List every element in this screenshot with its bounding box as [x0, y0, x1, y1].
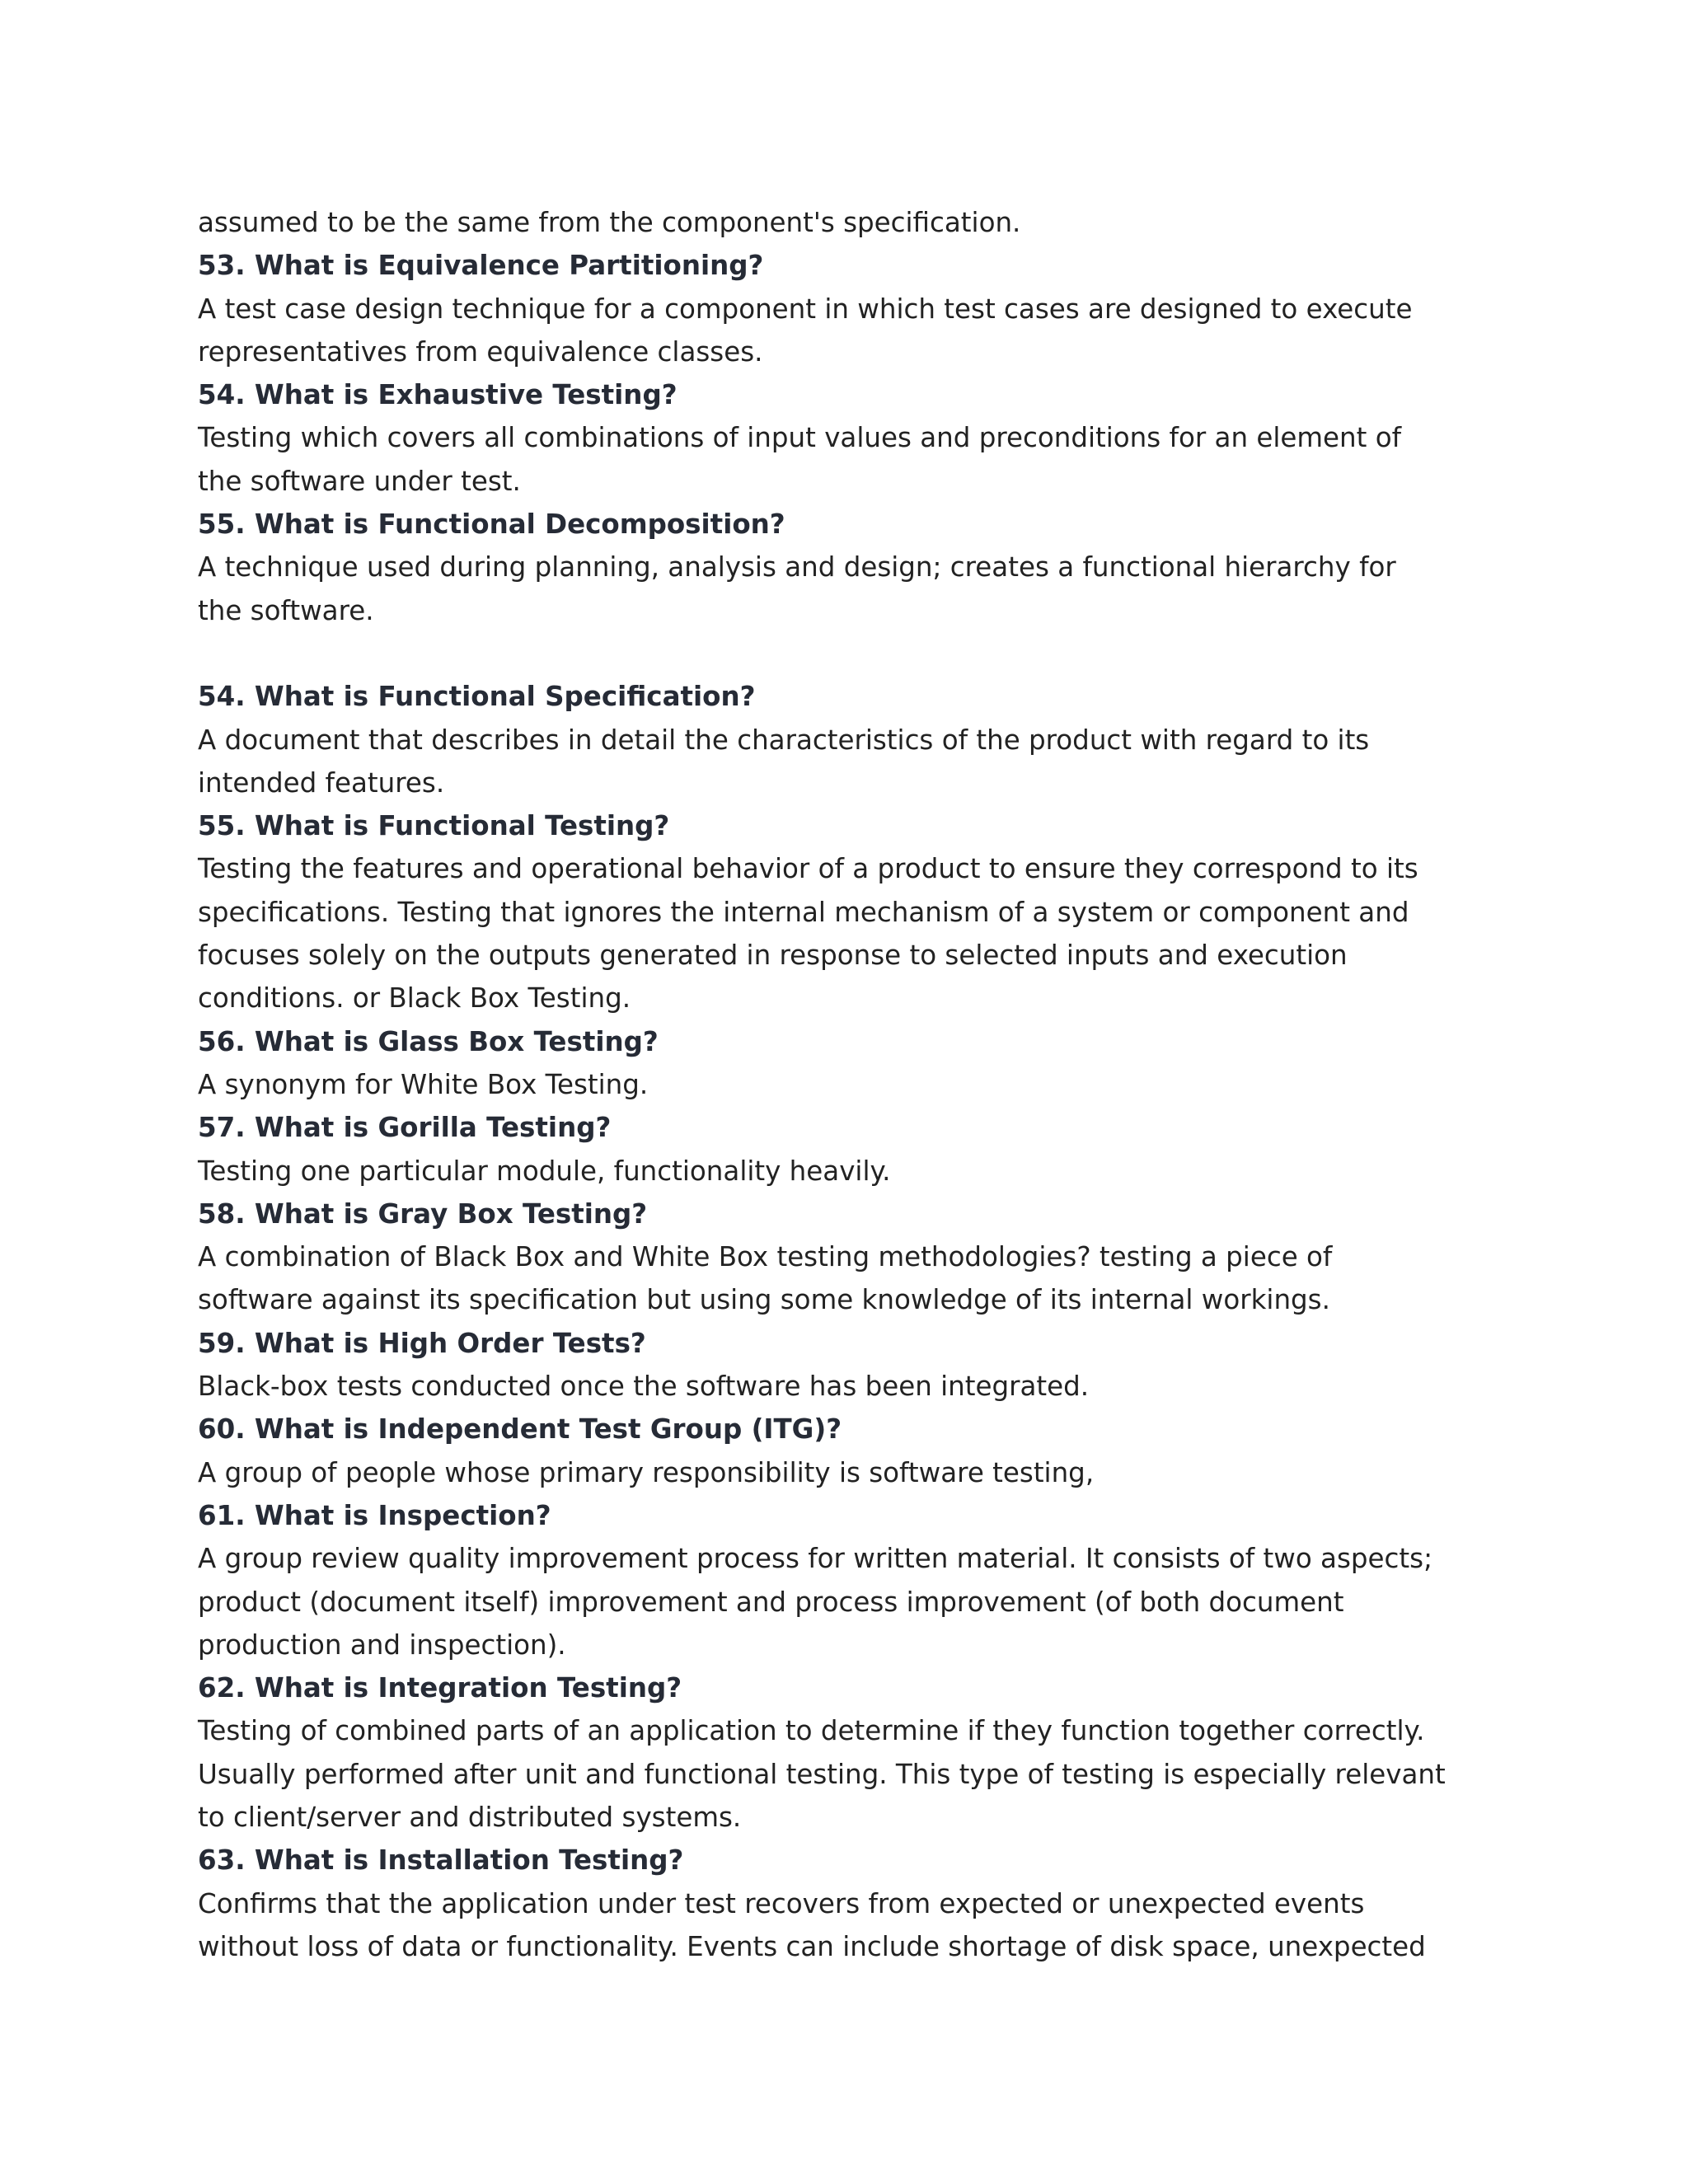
question-heading: 56. What is Glass Box Testing?	[198, 1025, 659, 1057]
answer-text: A document that describes in detail the characteristics of the product with regard to its intended features.	[198, 724, 1370, 799]
answer-text: Testing one particular module, functionality heavily.	[198, 1155, 891, 1187]
page-content	[198, 201, 1500, 1968]
answer-text: Testing the features and operational behavior of a product to ensure they correspond to its specifications. Testing that ignores the internal mechanism of a system or component and focuses solely on the outputs generated in response to selected inputs and execution conditions. or Black Box Testing.	[198, 853, 1418, 1015]
answer-text: A group review quality improvement process for written material. It consists of two aspects; product (document itself) improvement and process improvement (of both document production and inspection).	[198, 1543, 1433, 1661]
question-heading: 61. What is Inspection?	[198, 1499, 551, 1531]
question-heading: 54. What is Exhaustive Testing?	[198, 379, 678, 411]
answer-text: A technique used during planning, analysis and design; creates a functional hierarchy for the software.	[198, 551, 1396, 626]
qa-entry	[198, 503, 1500, 632]
intro-line: assumed to be the same from the component's specification.	[198, 207, 1021, 238]
question-heading: 63. What is Installation Testing?	[198, 1844, 684, 1877]
qa-entry	[198, 373, 1500, 503]
qa-entry	[198, 804, 1500, 1019]
answer-text: Confirms that the application under test recovers from expected or unexpected events without loss of data or functionality. Events can include shortage of disk space, unexpected	[198, 1887, 1426, 1962]
answer-text: A group of people whose primary responsibility is software testing,	[198, 1456, 1095, 1488]
qa-entry	[198, 1020, 1500, 1107]
qa-entry	[198, 1106, 1500, 1193]
question-heading: 54. What is Functional Specification?	[198, 681, 756, 713]
qa-entry	[198, 1494, 1500, 1666]
blank-line	[198, 632, 1500, 675]
qa-entry	[198, 1666, 1500, 1839]
qa-entry	[198, 1839, 1500, 1968]
question-heading: 55. What is Functional Testing?	[198, 810, 670, 842]
question-heading: 58. What is Gray Box Testing?	[198, 1197, 648, 1230]
qa-entry	[198, 244, 1500, 373]
question-heading: 60. What is Independent Test Group (ITG)?	[198, 1413, 842, 1446]
question-heading: 55. What is Functional Decomposition?	[198, 509, 785, 541]
question-heading: 57. What is Gorilla Testing?	[198, 1112, 612, 1144]
qa-entry	[198, 1322, 1500, 1408]
answer-text: A synonym for White Box Testing.	[198, 1068, 649, 1100]
question-heading: 62. What is Integration Testing?	[198, 1672, 682, 1704]
qa-entry	[198, 1408, 1500, 1494]
answer-text: Testing which covers all combinations of input values and preconditions for an element of the software under test.	[198, 422, 1402, 497]
qa-entry	[198, 1193, 1500, 1322]
question-heading: 59. What is High Order Tests?	[198, 1327, 646, 1359]
question-heading: 53. What is Equivalence Partitioning?	[198, 250, 764, 282]
answer-text: Black-box tests conducted once the software has been integrated.	[198, 1371, 1090, 1403]
answer-text: A combination of Black Box and White Box testing methodologies? testing a piece of software against its specification but using some knowledge of its internal workings.	[198, 1241, 1333, 1316]
answer-text: Testing of combined parts of an application to determine if they function together correctly. Usually performed after unit and functional testing. This type of testing is especially relevant to client/server and distributed systems.	[198, 1715, 1446, 1833]
qa-entry	[198, 675, 1500, 804]
answer-text: A test case design technique for a component in which test cases are designed to execute representatives from equivalence classes.	[198, 293, 1413, 368]
